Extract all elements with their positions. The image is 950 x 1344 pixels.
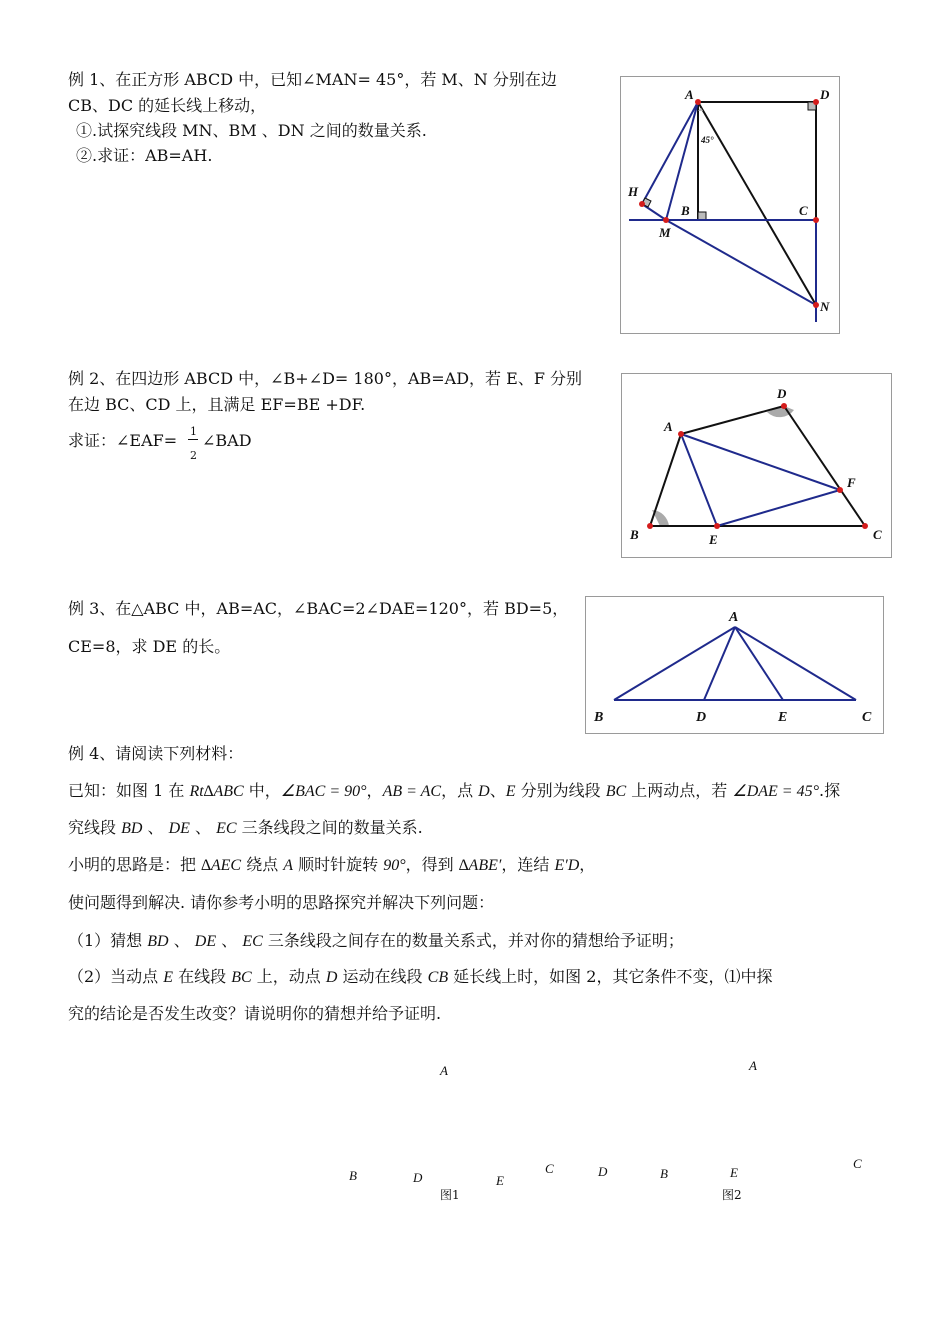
side-ad <box>681 406 784 434</box>
label-b: B <box>630 527 639 542</box>
point-c <box>862 523 868 529</box>
ex2-proof-prefix: 求证：∠EAF= <box>68 431 178 450</box>
point-f <box>837 487 843 493</box>
fig2-caption: 图2 <box>722 1188 742 1202</box>
ex4-part2-line1: （2）当动点 E 在线段 BC 上，动点 D 运动在线段 CB 延长线上时，如图 2，其它条件不变，⑴中探 <box>68 967 773 986</box>
fig1-caption: 图1 <box>440 1188 460 1202</box>
label-e: E <box>709 532 718 547</box>
label-f: F <box>847 475 856 490</box>
label-45: 45° <box>701 135 714 145</box>
ex2-frac-den: 2 <box>190 449 197 462</box>
point-a <box>678 431 684 437</box>
segment-mn <box>666 220 816 305</box>
label-a: A <box>664 419 673 434</box>
ex3-line1: 例 3、在△ABC 中，AB=AC，∠BAC=2∠DAE=120°，若 BD=5， <box>68 599 569 618</box>
label-b: B <box>594 710 604 725</box>
ex4-known-line: 已知：如图 1 在 Rt∆ABC 中，∠BAC = 90°，AB = AC，点 D、E 分别为线段 BC 上两动点，若 ∠DAE = 45°.探 <box>68 781 841 800</box>
label-d: D <box>777 386 787 401</box>
fig1-label-d: D <box>413 1170 423 1185</box>
ex1-figure <box>620 76 840 334</box>
label-b: B <box>681 203 690 218</box>
side-ac <box>735 627 856 700</box>
fig2-label-a: A <box>749 1058 757 1073</box>
segment-ae <box>681 434 717 526</box>
fig2-label-e: E <box>730 1165 738 1180</box>
fig1-label-e: E <box>496 1173 504 1188</box>
ex3-line2: CE=8，求 DE 的长。 <box>68 637 231 656</box>
segment-ad <box>704 627 735 700</box>
segment-ae <box>735 627 783 700</box>
ex2-figure <box>621 373 892 558</box>
fig1-label-a: A <box>440 1063 448 1078</box>
ex2-frac-num: 1 <box>190 425 197 438</box>
label-c: C <box>862 710 872 725</box>
fig1-label-b: B <box>349 1168 357 1183</box>
label-c: C <box>799 203 808 218</box>
fig1-label-c: C <box>545 1161 554 1176</box>
side-dc <box>784 406 865 526</box>
label-e: E <box>778 710 788 725</box>
fig2-label-b: B <box>660 1166 668 1181</box>
ex4-part1: （1）猜想 BD 、 DE 、 EC 三条线段之间存在的数量关系式，并对你的猜想给予证明； <box>68 931 684 950</box>
ex4-idea-line: 小明的思路是：把 ∆AEC 绕点 A 顺时针旋转 90°，得到 ∆ABE′，连结 E′D， <box>68 855 596 874</box>
side-ab <box>650 434 681 526</box>
point-m <box>663 217 669 223</box>
right-angle-b <box>698 212 706 220</box>
label-d: D <box>696 710 707 725</box>
point-d <box>781 403 787 409</box>
ex1-question1: ①.试探究线段 MN、BM 、DN 之间的数量关系. <box>76 121 427 140</box>
ex2-line1: 例 2、在四边形 ABCD 中，∠B+∠D= 180°，AB=AD，若 E、F 分别 <box>68 369 583 388</box>
label-c: C <box>873 527 882 542</box>
point-h <box>639 201 645 207</box>
label-m: M <box>659 225 671 240</box>
point-n <box>813 302 819 308</box>
segment-ah <box>642 102 698 204</box>
ex2-proof-suffix: ∠BAD <box>202 431 252 450</box>
label-n: N <box>820 299 830 314</box>
label-h: H <box>628 184 639 199</box>
ex1-line1: 例 1、在正方形 ABCD 中，已知∠MAN= 45°，若 M、N 分别在边 <box>68 70 557 89</box>
label-d: D <box>820 87 830 102</box>
ex4-explore-line: 究线段 BD 、 DE 、 EC 三条线段之间的数量关系. <box>68 818 423 837</box>
point-e <box>714 523 720 529</box>
fig2-label-c: C <box>853 1156 862 1171</box>
ex4-part2-line2: 究的结论是否发生改变？请说明你的猜想并给予证明. <box>68 1004 442 1023</box>
point-d <box>813 99 819 105</box>
fig2-label-d: D <box>598 1164 608 1179</box>
ex4-solve-line: 使问题得到解决. 请你参考小明的思路探究并解决下列问题： <box>68 893 495 912</box>
side-ab <box>614 627 735 700</box>
segment-af <box>681 434 840 490</box>
segment-hm <box>642 204 666 220</box>
point-c <box>813 217 819 223</box>
ex2-frac-bar <box>188 439 198 440</box>
ex2-line2: 在边 BC、CD 上，且满足 EF=BE +DF. <box>68 395 366 414</box>
point-b <box>647 523 653 529</box>
point-a <box>695 99 701 105</box>
segment-ef <box>717 490 840 526</box>
ex3-figure <box>585 596 884 734</box>
ex1-line2: CB、DC 的延长线上移动， <box>68 96 267 115</box>
label-a: A <box>685 87 694 102</box>
label-a: A <box>729 610 739 625</box>
ex4-title: 例 4、请阅读下列材料： <box>68 744 244 763</box>
ex1-question2: ②.求证：AB=AH. <box>76 146 213 165</box>
